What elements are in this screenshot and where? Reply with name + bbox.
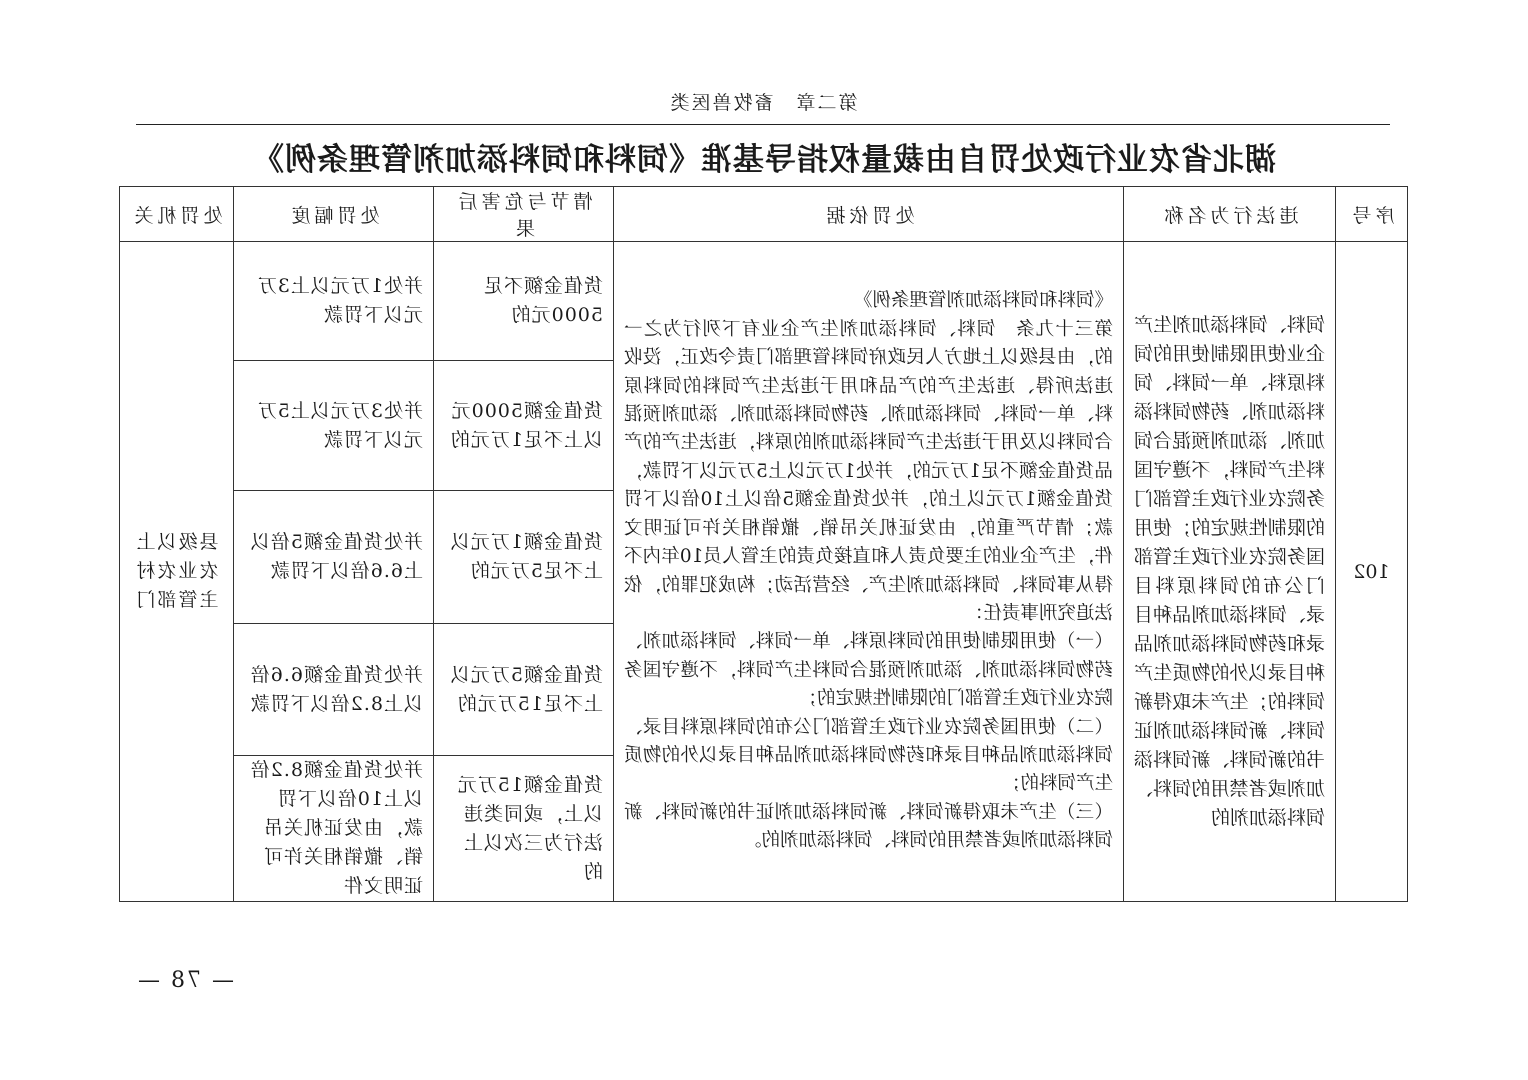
penalty-range-cell: 并处货值金额6.6倍以上8.2倍以下罚款 xyxy=(234,624,434,756)
circumstance-cell: 货值金额5万元以上不足15万元的 xyxy=(434,624,614,756)
circumstance-cell: 货值金额5000元以上不足1万元的 xyxy=(434,361,614,491)
page-number: — 78 — xyxy=(136,968,234,993)
authority-cell: 县级以上农业农村主管部门 xyxy=(120,242,234,902)
table-row xyxy=(120,242,1408,361)
penalty-range-cell: 并处货值金额5倍以上6.6倍以下罚款 xyxy=(234,491,434,624)
penalty-range-cell: 并处货值金额8.2倍以上10倍以下罚款，由发证机关吊销、撤销相关许可证明文件 xyxy=(234,756,434,902)
column-header-range: 处罚幅度 xyxy=(234,187,434,242)
penalty-range-cell: 并处3万元以上5万元以下罚款 xyxy=(234,361,434,491)
chapter-header: 第二章 畜牧兽医类 xyxy=(668,92,858,114)
column-header-authority: 处罚机关 xyxy=(120,187,234,242)
column-header-basis: 处罚依据 xyxy=(614,187,1124,242)
basis-paragraph: 《饲料和饲料添加剂管理条例》 xyxy=(853,290,1113,312)
penalty-basis-cell xyxy=(614,242,1124,902)
circumstance-cell: 货值金额1万元以上不足5万元的 xyxy=(434,491,614,624)
header-rule xyxy=(136,124,1390,125)
violation-name-cell: 饲料、饲料添加剂生产企业使用限制使用的饲料原料、单一饲料、饲料添加剂、药物饲料添加剂、添加剂预混合饲料生产饲料，不遵守国务院农业行政主管部门的限制性规定的；使用国务院农业行政主管部门公布的饲料原料目录、饲料添加剂品种目录和药物饲料添加剂品种目录以外的物质生产饲料的；生产未取得新饲料、新饲料添加剂证书的新饲料、新饲料添加剂或者禁用的饲料、饲料添加剂的 xyxy=(1124,242,1336,902)
penalty-table xyxy=(119,186,1408,902)
column-header-seq: 序号 xyxy=(1336,187,1408,242)
table-header-row xyxy=(120,187,1408,242)
basis-paragraph: （三）生产未取得新饲料、新饲料添加剂证书的新饲料、新饲料添加剂或者禁用的饲料、饲料添加剂的。 xyxy=(624,801,1113,852)
circumstance-cell: 货值金额不足5000元的 xyxy=(434,242,614,361)
penalty-range-cell: 并处1万元以上3万元以下罚款 xyxy=(234,242,434,361)
basis-paragraph: 第三十九条 饲料、饲料添加剂生产企业有下列行为之一的，由县级以上地方人民政府饲料管理部门责令改正，没收违法所得、违法生产的产品和用于违法生产饲料的饲料原料、单一饲料、饲料添加剂、药物饲料添加剂、添加剂预混合饲料以及用于违法生产饲料添加剂的原料，违法生产的产品货值金额不足1万元的，并处1万元以上5万元以下罚款，货值金额1万元以上的，并处货值金额5倍以上10倍以下罚款；情节严重的，由发证机关吊销、撤销相关许可证明文件，生产企业的主要负责人和直接负责的主管人员10年内不得从事饲料、饲料添加剂生产、经营活动；构成犯罪的，依法追究刑事责任： xyxy=(624,318,1113,624)
column-header-circumstance: 情节与危害后果 xyxy=(434,187,614,242)
basis-paragraph: （一）使用限制使用的饲料原料、单一饲料、饲料添加剂、药物饲料添加剂、添加剂预混合饲料生产饲料，不遵守国务院农业行政主管部门的限制性规定的； xyxy=(624,631,1113,710)
circumstance-cell: 货值金额15万元以上，或同类违法行为三次以上的 xyxy=(434,756,614,902)
seq-cell: 102 xyxy=(1336,242,1408,902)
column-header-violation: 违法行为名称 xyxy=(1124,187,1336,242)
page-title: 湖北省农业行政处罚自由裁量权指导基准《饲料和饲料添加剂管理条例》 xyxy=(252,142,1276,178)
basis-paragraph: （二）使用国务院农业行政主管部门公布的饲料原料目录、饲料添加剂品种目录和药物饲料添加剂品种目录以外的物质生产饲料的； xyxy=(624,716,1113,795)
